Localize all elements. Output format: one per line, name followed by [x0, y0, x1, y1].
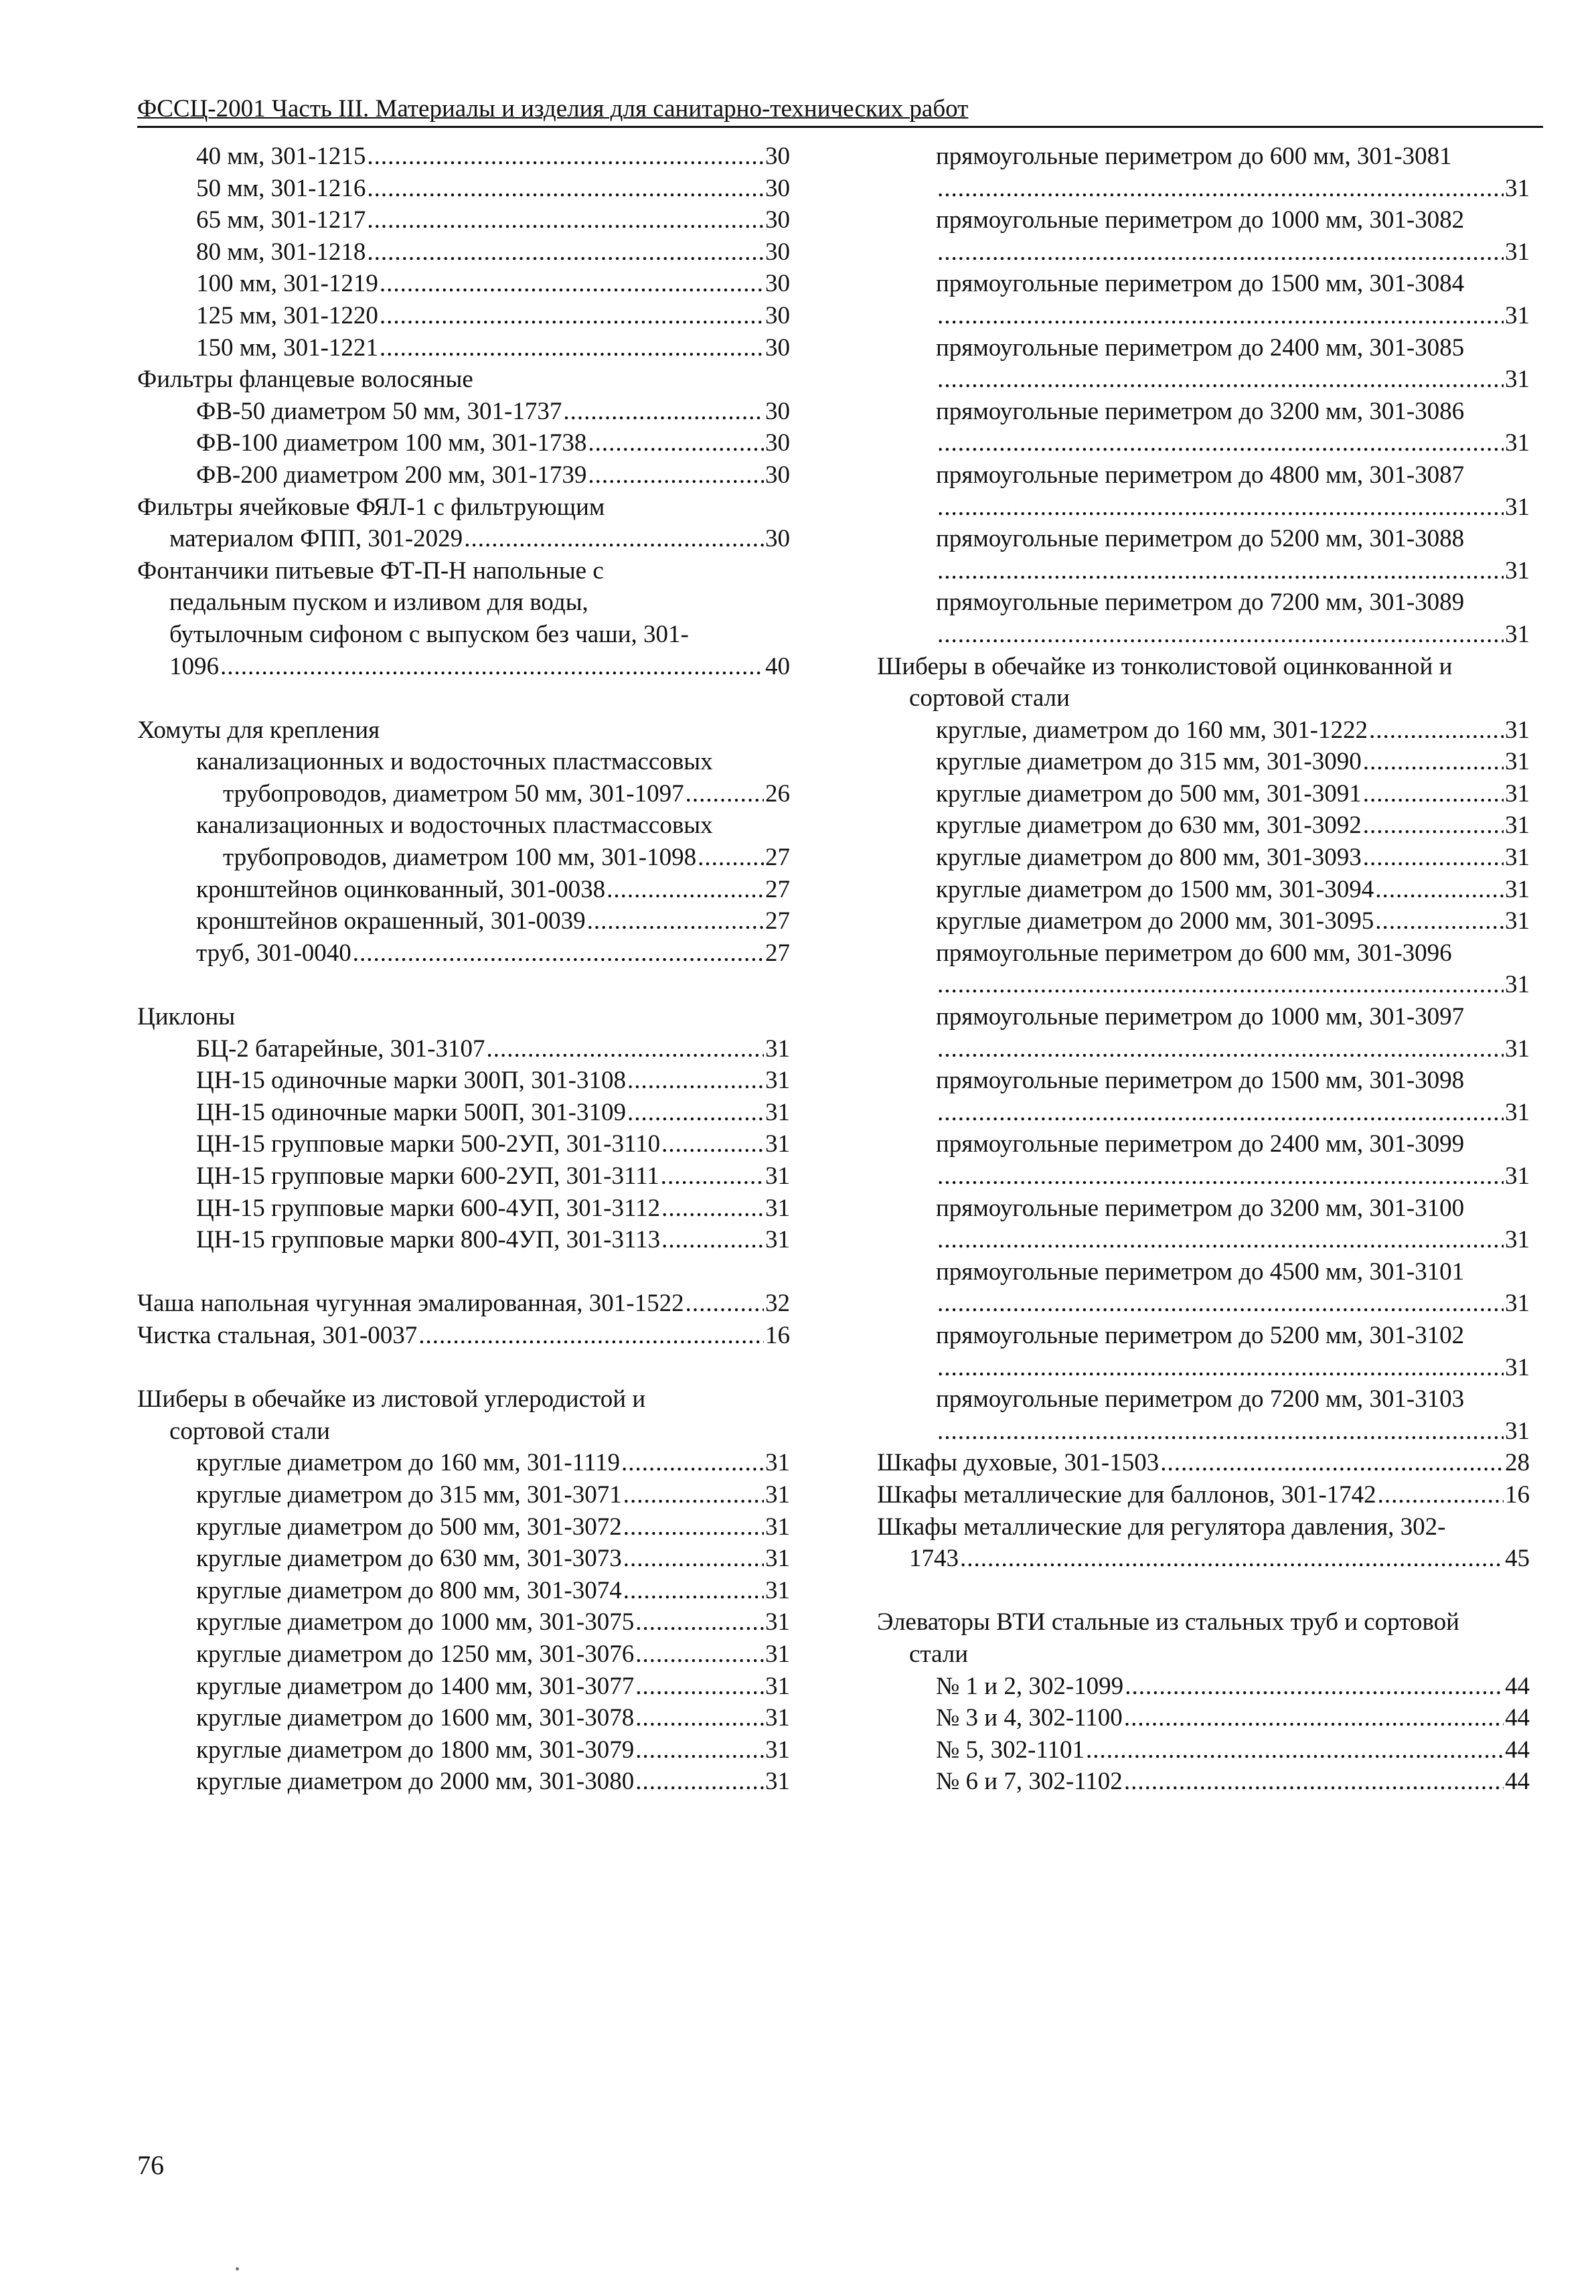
- index-entry: Шкафы духовые, 301-1503 ..... 28: [877, 1447, 1530, 1479]
- index-entry: 50 мм, 301-1216 ..... 30: [137, 173, 790, 205]
- index-entry: ЦН-15 одиночные марки 500П, 301-3109 ..... 31: [137, 1097, 790, 1129]
- index-continuation: прямоугольные периметром до 1000 мм, 301-3097: [936, 1003, 1465, 1031]
- index-entry: ЦН-15 одиночные марки 300П, 301-3108 ..... 31: [137, 1065, 790, 1097]
- index-entry: 65 мм, 301-1217 ..... 30: [137, 204, 790, 236]
- index-entry: № 1 и 2, 302-1099 ..... 44: [877, 1671, 1530, 1703]
- index-continuation: канализационных и водосточных пластмассовых: [196, 812, 713, 840]
- index-entry: 150 мм, 301-1221 ..... 30: [137, 332, 790, 364]
- index-continuation: прямоугольные периметром до 4500 мм, 301-3101: [936, 1257, 1465, 1286]
- index-entry: круглые диаметром до 1250 мм, 301-3076 ..... 31: [137, 1638, 790, 1671]
- index-entry: Чаша напольная чугунная эмалированная, 301-1522 ..... 32: [137, 1288, 790, 1320]
- index-continuation: педальным пуском и изливом для воды,: [169, 589, 588, 617]
- index-entry: круглые диаметром до 800 мм, 301-3093 ..... 31: [877, 842, 1530, 874]
- index-continuation: прямоугольные периметром до 600 мм, 301-3081: [936, 143, 1452, 170]
- index-heading: Хомуты для крепления: [137, 716, 380, 744]
- index-entry: трубопроводов, диаметром 100 мм, 301-1098 ..... 27: [137, 842, 790, 874]
- scan-speck: [236, 2267, 239, 2271]
- index-continuation: прямоугольные периметром до 1000 мм, 301-3082: [936, 206, 1465, 234]
- index-entry: ..... 31: [877, 1415, 1530, 1448]
- index-continuation: прямоугольные периметром до 5200 мм, 301-3088: [936, 525, 1465, 553]
- index-entry: круглые диаметром до 315 мм, 301-3071 ..... 31: [137, 1479, 790, 1511]
- index-entry: 80 мм, 301-1218 ..... 30: [137, 236, 790, 269]
- index-entry: ..... 31: [877, 300, 1530, 332]
- index-entry: кронштейнов окрашенный, 301-0039 ..... 27: [137, 905, 790, 937]
- index-entry: ЦН-15 групповые марки 800-4УП, 301-3113 ..... 31: [137, 1224, 790, 1256]
- index-continuation: прямоугольные периметром до 600 мм, 301-3096: [936, 939, 1452, 967]
- index-continuation: сортовой стали: [909, 684, 1070, 712]
- index-continuation: прямоугольные периметром до 4800 мм, 301-3087: [936, 461, 1465, 489]
- index-entry: Шкафы металлические для баллонов, 301-1742 ..... 16: [877, 1479, 1530, 1511]
- index-entry: 1743 ..... 45: [877, 1543, 1530, 1575]
- index-column-right: [877, 141, 1530, 1798]
- index-entry: 100 мм, 301-1219 ..... 30: [137, 268, 790, 300]
- index-entry: трубопроводов, диаметром 50 мм, 301-1097 ..... 26: [137, 778, 790, 810]
- index-entry: труб, 301-0040 ..... 27: [137, 937, 790, 970]
- index-continuation: бутылочным сифоном с выпуском без чаши, 301-: [169, 620, 689, 648]
- index-entry: 1096 ..... 40: [137, 651, 790, 683]
- index-entry: ..... 31: [877, 555, 1530, 587]
- index-entry: ..... 31: [877, 491, 1530, 524]
- index-entry: круглые диаметром до 1400 мм, 301-3077 ..... 31: [137, 1671, 790, 1703]
- index-heading: Шиберы в обечайке из тонколистовой оцинкованной и: [877, 652, 1453, 680]
- index-column-left: [137, 141, 790, 1798]
- index-entry: ФВ-100 диаметром 100 мм, 301-1738 ..... 30: [137, 427, 790, 459]
- index-heading: Шкафы металлические для регулятора давления, 302-: [877, 1513, 1446, 1541]
- index-entry: круглые диаметром до 160 мм, 301-1119 ..... 31: [137, 1447, 790, 1479]
- index-entry: ..... 31: [877, 619, 1530, 651]
- index-continuation: прямоугольные периметром до 5200 мм, 301-3102: [936, 1321, 1465, 1349]
- index-entry: № 5, 302-1101 ..... 44: [877, 1734, 1530, 1766]
- index-entry: ..... 31: [877, 427, 1530, 459]
- index-heading: Фонтанчики питьевые ФТ-П-Н напольные с: [137, 556, 604, 585]
- index-continuation: стали: [909, 1640, 969, 1668]
- index-continuation: канализационных и водосточных пластмассовых: [196, 748, 713, 776]
- index-entry: круглые диаметром до 630 мм, 301-3073 ..... 31: [137, 1543, 790, 1575]
- index-entry: ..... 31: [877, 1288, 1530, 1320]
- index-continuation: прямоугольные периметром до 1500 мм, 301-3098: [936, 1067, 1465, 1095]
- index-entry: круглые диаметром до 315 мм, 301-3090 ..... 31: [877, 746, 1530, 778]
- index-entry: кронштейнов оцинкованный, 301-0038 ..... 27: [137, 874, 790, 906]
- index-entry: круглые диаметром до 1500 мм, 301-3094 ..... 31: [877, 874, 1530, 906]
- index-entry: ..... 31: [877, 1352, 1530, 1384]
- index-entry: 40 мм, 301-1215 ..... 30: [137, 141, 790, 173]
- index-entry: Чистка стальная, 301-0037 ..... 16: [137, 1320, 790, 1352]
- index-continuation: прямоугольные периметром до 7200 мм, 301-3103: [936, 1385, 1465, 1413]
- index-entry: круглые диаметром до 1600 мм, 301-3078 ..... 31: [137, 1702, 790, 1734]
- index-entry: ФВ-200 диаметром 200 мм, 301-1739 ..... 30: [137, 459, 790, 491]
- index-heading: Фильтры фланцевые волосяные: [137, 366, 473, 394]
- index-entry: круглые диаметром до 2000 мм, 301-3080 ..... 31: [137, 1766, 790, 1798]
- index-entry: круглые, диаметром до 160 мм, 301-1222 ..... 31: [877, 714, 1530, 747]
- index-entry: ФВ-50 диаметром 50 мм, 301-1737 ..... 30: [137, 396, 790, 428]
- index-entry: 125 мм, 301-1220 ..... 30: [137, 300, 790, 332]
- index-continuation: прямоугольные периметром до 3200 мм, 301-3100: [936, 1194, 1465, 1222]
- index-entry: круглые диаметром до 2000 мм, 301-3095 ..... 31: [877, 905, 1530, 937]
- page-number: 76: [137, 2150, 164, 2180]
- index-entry: ..... 31: [877, 1097, 1530, 1129]
- index-entry: круглые диаметром до 630 мм, 301-3092 ..... 31: [877, 810, 1530, 842]
- index-entry: № 6 и 7, 302-1102 ..... 44: [877, 1766, 1530, 1798]
- index-entry: ..... 31: [877, 1033, 1530, 1065]
- index-entry: ЦН-15 групповые марки 600-2УП, 301-3111 ..... 31: [137, 1160, 790, 1193]
- index-entry: ..... 31: [877, 173, 1530, 205]
- index-entry: материалом ФПП, 301-2029 ..... 30: [137, 523, 790, 555]
- index-entry: круглые диаметром до 500 мм, 301-3072 ..... 31: [137, 1511, 790, 1543]
- index-heading: Элеваторы ВТИ стальные из стальных труб и сортовой: [877, 1608, 1459, 1636]
- index-continuation: прямоугольные периметром до 1500 мм, 301-3084: [936, 270, 1465, 298]
- index-continuation: прямоугольные периметром до 2400 мм, 301-3099: [936, 1130, 1465, 1158]
- index-continuation: сортовой стали: [169, 1417, 330, 1445]
- index-entry: ЦН-15 групповые марки 500-2УП, 301-3110 ..... 31: [137, 1128, 790, 1160]
- index-entry: круглые диаметром до 500 мм, 301-3091 ..... 31: [877, 778, 1530, 810]
- index-entry: БЦ-2 батарейные, 301-3107 ..... 31: [137, 1033, 790, 1065]
- index-continuation: прямоугольные периметром до 2400 мм, 301-3085: [936, 333, 1465, 362]
- index-heading: Фильтры ячейковые ФЯЛ-1 с фильтрующим: [137, 493, 605, 521]
- index-entry: круглые диаметром до 1000 мм, 301-3075 ..... 31: [137, 1606, 790, 1638]
- index-entry: ..... 31: [877, 364, 1530, 396]
- index-continuation: прямоугольные периметром до 3200 мм, 301-3086: [936, 397, 1465, 425]
- index-heading: Циклоны: [137, 1003, 236, 1031]
- index-entry: ..... 31: [877, 1160, 1530, 1193]
- index-entry: круглые диаметром до 800 мм, 301-3074 ..... 31: [137, 1575, 790, 1607]
- index-entry: ..... 31: [877, 969, 1530, 1001]
- running-header: [137, 86, 1543, 128]
- index-continuation: прямоугольные периметром до 7200 мм, 301-3089: [936, 589, 1465, 617]
- index-entry: ..... 31: [877, 1224, 1530, 1256]
- header-title: ФССЦ-2001 Часть III. Материалы и изделия для санитарно-технических работ: [137, 95, 969, 123]
- index-entry: № 3 и 4, 302-1100 ..... 44: [877, 1702, 1530, 1734]
- index-heading: Шиберы в обечайке из листовой углеродистой и: [137, 1385, 646, 1413]
- index-entry: ЦН-15 групповые марки 600-4УП, 301-3112 ..... 31: [137, 1193, 790, 1225]
- index-entry: ..... 31: [877, 236, 1530, 269]
- index-entry: круглые диаметром до 1800 мм, 301-3079 ..... 31: [137, 1734, 790, 1766]
